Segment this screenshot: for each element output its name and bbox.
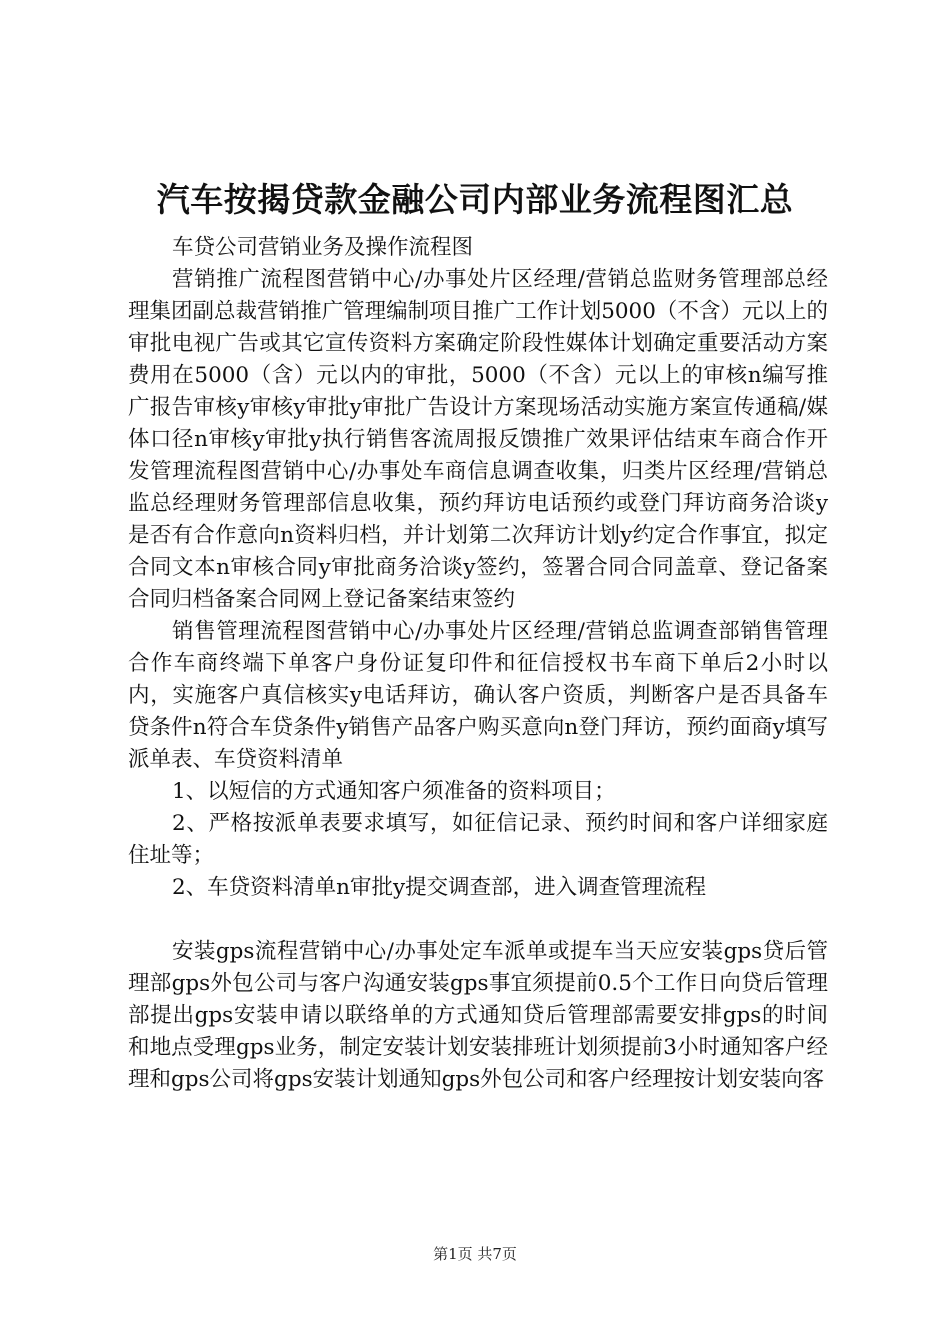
paragraph-sales-management: 销售管理流程图营销中心/办事处片区经理/营销总监调查部销售管理合作车商终端下单客户身份证复印件和征信授权书车商下单后2小时以内，实施客户真信核实y电话拜访，确认客户资质，判断客户是否具备车贷条件n符合车贷条件y销售产品客户购买意向n登门拜访，预约面商y填写派单表、车贷资料清单: [128, 619, 828, 772]
document-body: [128, 232, 828, 1096]
document-title: 汽车按揭贷款金融公司内部业务流程图汇总: [156, 180, 794, 219]
paragraph-subtitle: 车贷公司营销业务及操作流程图: [172, 235, 474, 260]
paragraph-list-item-3: 2、车贷资料清单n审批y提交调查部，进入调查管理流程: [172, 875, 707, 900]
paragraph-gps-installation: 安装gps流程营销中心/办事处定车派单或提车当天应安装gps贷后管理部gps外包公司与客户沟通安装gps事宜须提前0.5个工作日向贷后管理部提出gps安装申请以联络单的方式通知贷后管理部需要安排gps的时间和地点受理gps业务，制定安装计划安装排班计划须提前3小时通知客户经理和gps公司将gps安装计划通知gps外包公司和客户经理按计划安装向客: [128, 939, 828, 1092]
paragraph-marketing-promotion: 营销推广流程图营销中心/办事处片区经理/营销总监财务管理部总经理集团副总裁营销推广管理编制项目推广工作计划5000（不含）元以上的审批电视广告或其它宣传资料方案确定阶段性媒体计划确定重要活动方案费用在5000（含）元以内的审批，5000（不含）元以上的审核n编写推广报告审核y审核y审批y审批广告设计方案现场活动实施方案宣传通稿/媒体口径n审核y审批y执行销售客流周报反馈推广效果评估结束车商合作开发管理流程图营销中心/办事处车商信息调查收集，归类片区经理/营销总监总经理财务管理部信息收集，预约拜访电话预约或登门拜访商务洽谈y是否有合作意向n资料归档，并计划第二次拜访计划y约定合作事宜，拟定合同文本n审核合同y审批商务洽谈y签约，签署合同合同盖章、登记备案合同归档备案合同网上登记备案结束签约: [128, 267, 828, 612]
paragraph-gap: [128, 904, 828, 936]
page-number-footer: 第1页 共7页: [433, 1245, 517, 1263]
paragraph-list-item-2: 2、严格按派单表要求填写，如征信记录、预约时间和客户详细家庭住址等；: [128, 811, 828, 868]
paragraph-list-item-1: 1、以短信的方式通知客户须准备的资料项目；: [172, 779, 616, 804]
